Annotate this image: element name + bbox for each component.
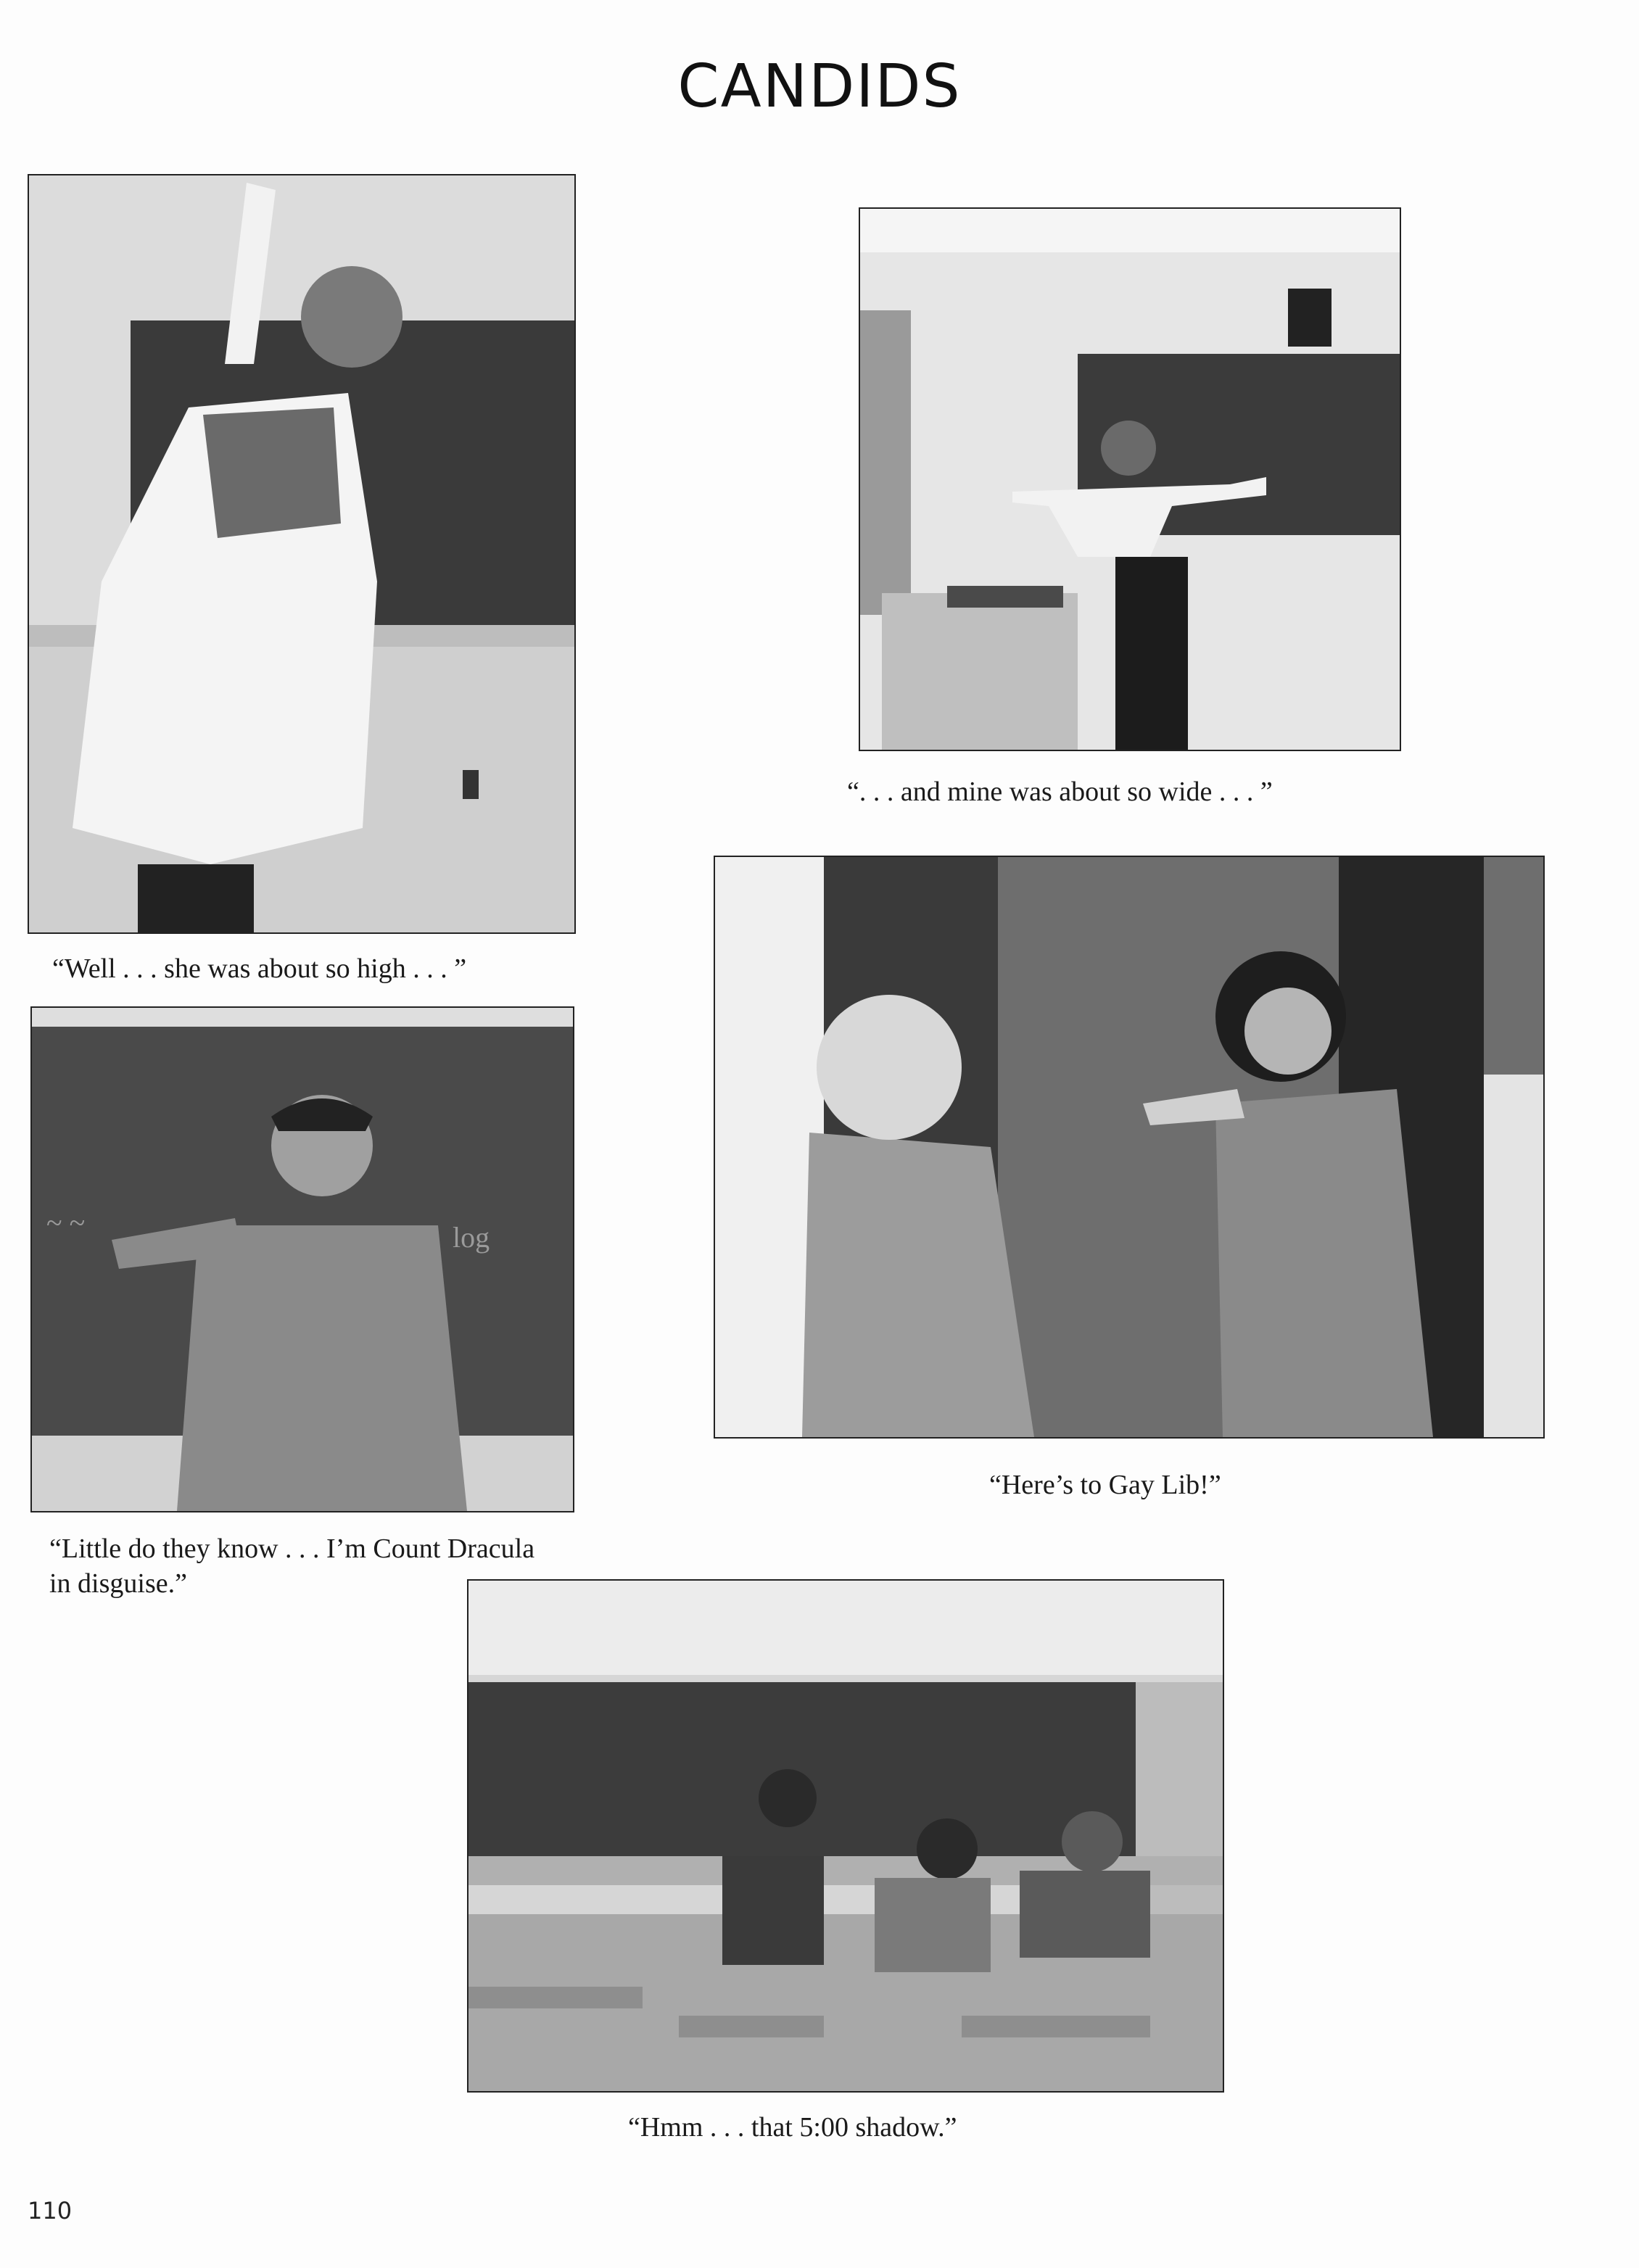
photo-blackboard-writer (30, 1006, 574, 1512)
page-number: 110 (28, 2197, 73, 2224)
photo-arms-spread-teacher (859, 207, 1401, 751)
page-title: CANDIDS (677, 52, 962, 121)
svg-text:log: log (453, 1221, 490, 1254)
caption-photo-5: “Hmm . . . that 5:00 shadow.” (628, 2112, 957, 2143)
caption-photo-2: “. . . and mine was about so wide . . . ” (847, 777, 1273, 807)
svg-text:~ ~: ~ ~ (46, 1207, 86, 1239)
caption-photo-3: “Little do they know . . . I’m Count Dracula in disguise.” (49, 1534, 535, 1599)
photo-lab-coat-teacher (28, 174, 576, 934)
photo-classroom (467, 1579, 1224, 2093)
caption-photo-4: “Here’s to Gay Lib!” (989, 1470, 1221, 1500)
caption-photo-1: “Well . . . she was about so high . . . ” (52, 953, 467, 984)
photo-two-students (714, 856, 1545, 1439)
